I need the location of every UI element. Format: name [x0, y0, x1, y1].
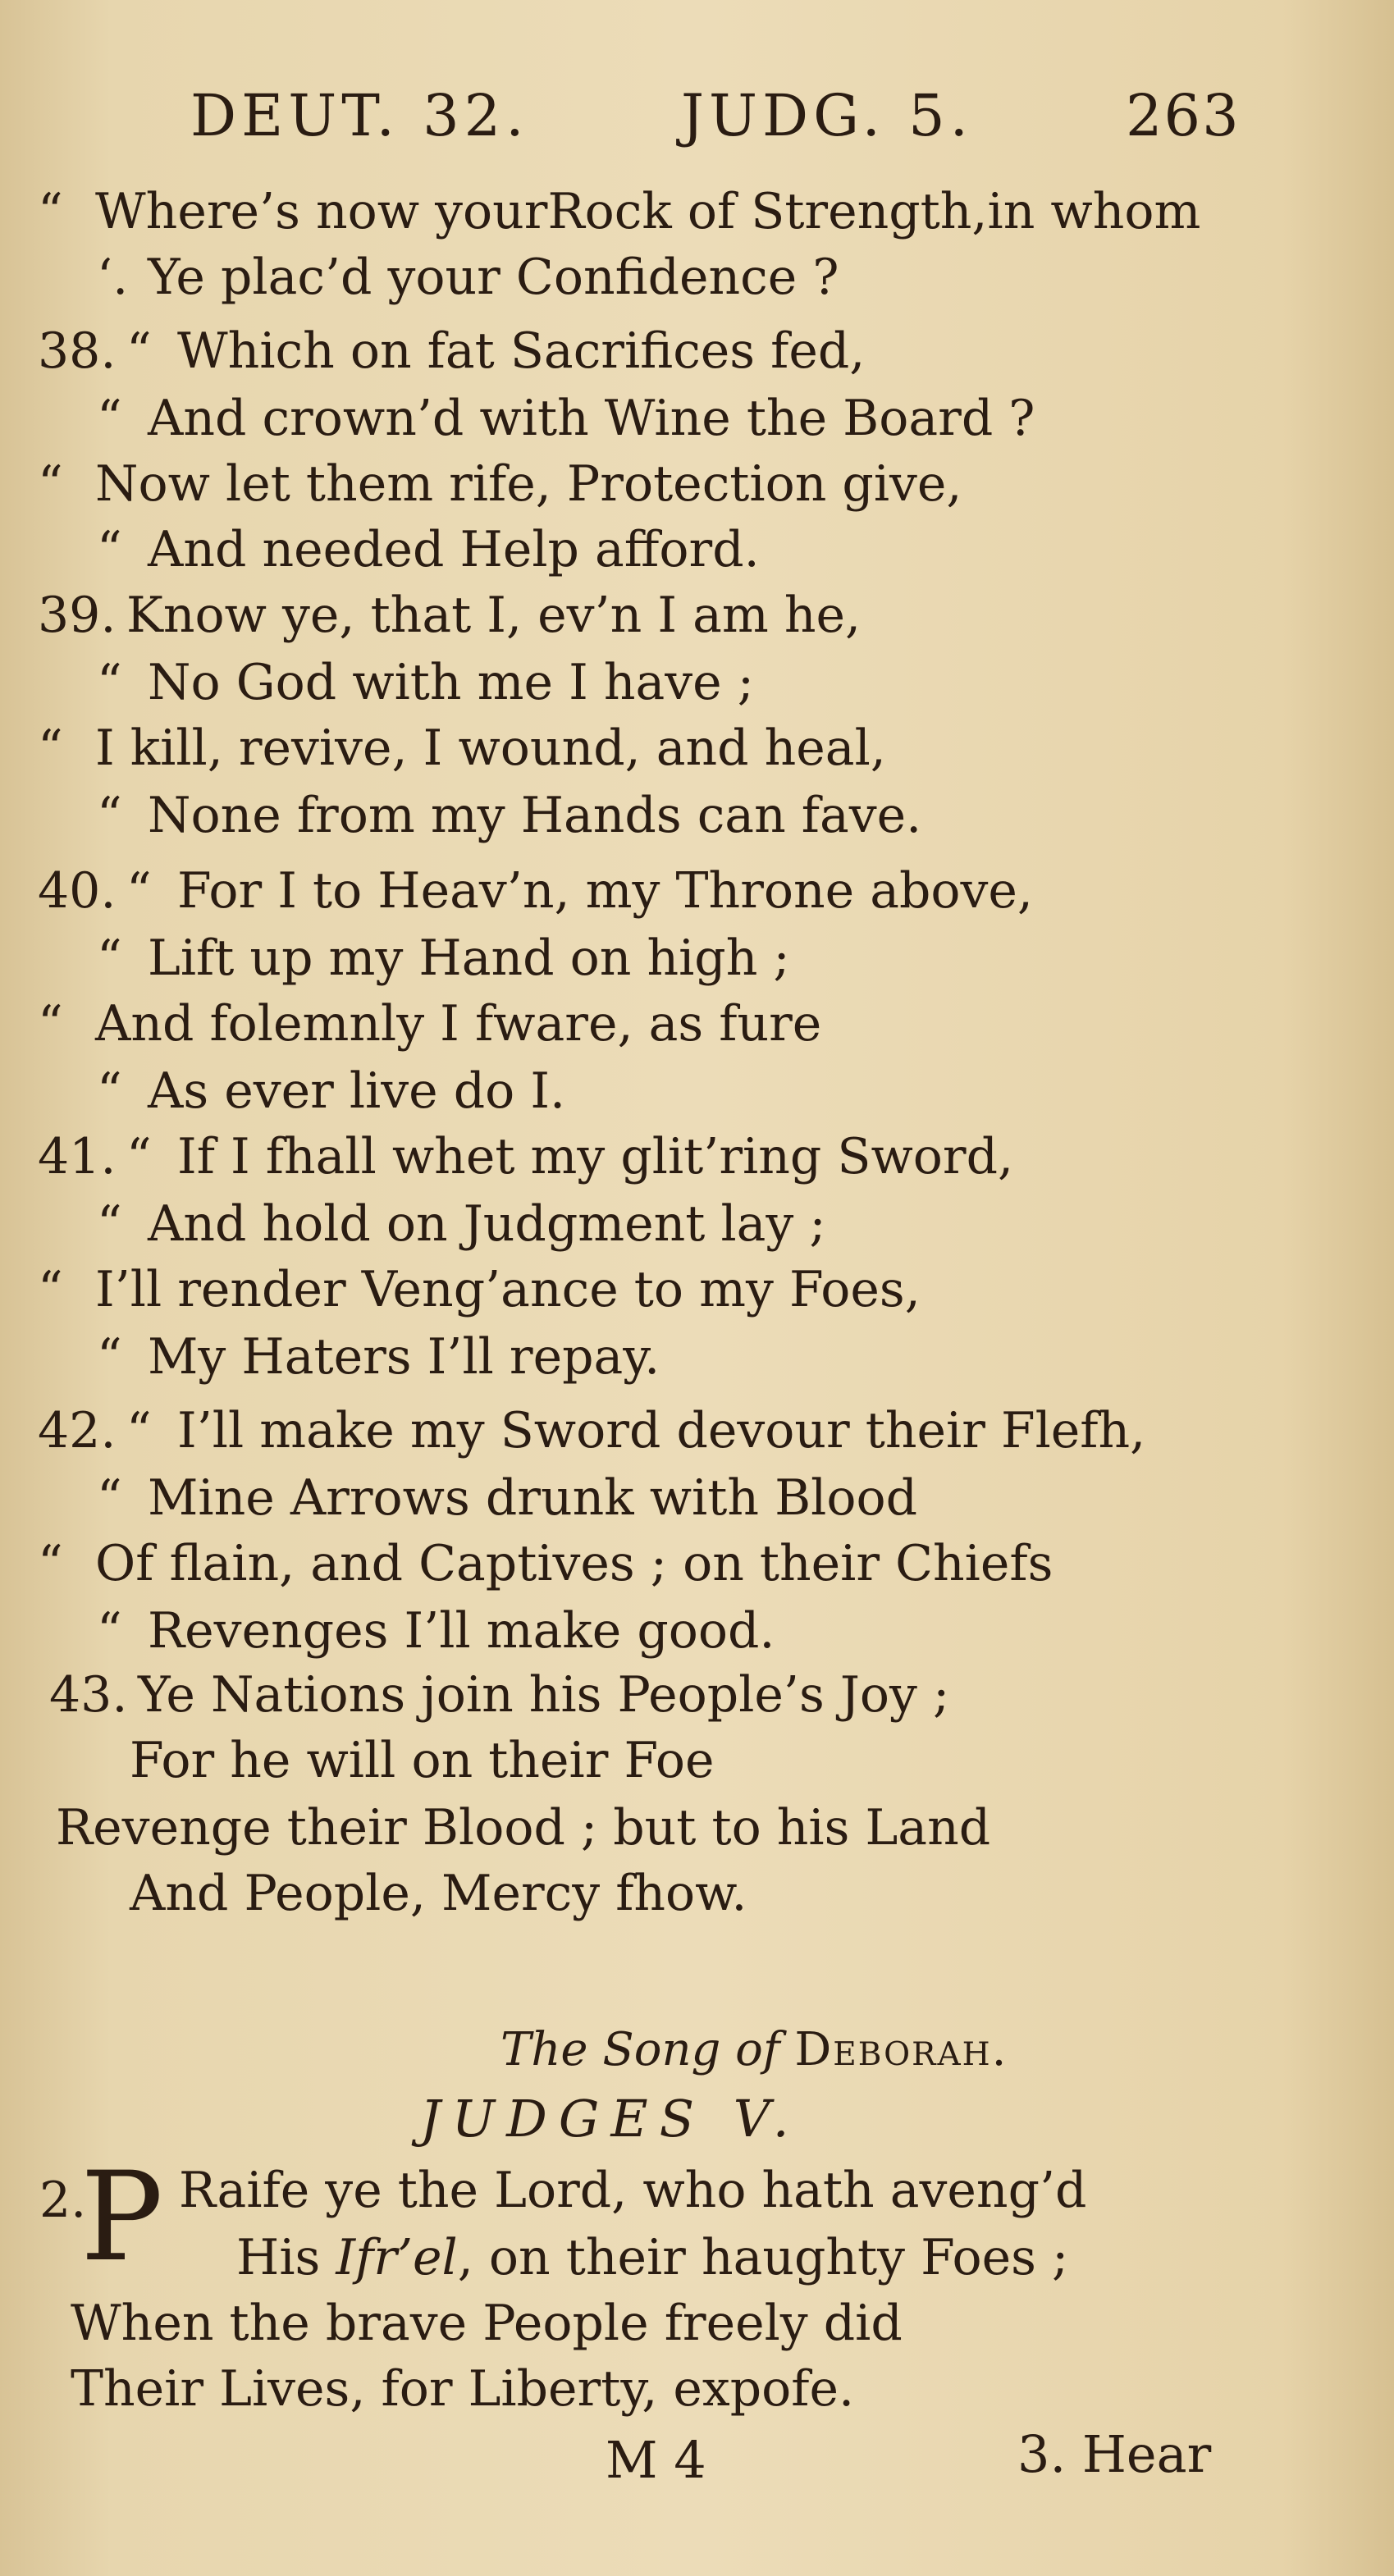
verse-text: I’ll make my Sword devour their Flefh, [177, 1402, 1146, 1459]
quote-mark: “ [97, 521, 122, 578]
quote-mark: “ [38, 1535, 63, 1592]
verse-number: 40. [38, 862, 117, 920]
verse-line [97, 521, 760, 578]
quote-mark: “ [38, 995, 63, 1053]
verse-line [97, 249, 839, 306]
verse-number: 42. [38, 1402, 117, 1459]
verse-line [97, 929, 790, 987]
verse-line [38, 1128, 1014, 1185]
israel-italic: Ifr’el [336, 2229, 458, 2286]
judges-line-4: Their Lives, for Liberty, expofe. [71, 2360, 855, 2418]
quote-mark: ‘. [97, 249, 129, 306]
judges-line-1: Raife ye the Lord, who hath aveng’d [179, 2162, 1087, 2219]
verse-line [97, 1195, 826, 1253]
quote-mark: “ [97, 1602, 122, 1660]
judges-line-3: When the brave People freely did [71, 2295, 903, 2352]
verse-number: 39. [38, 587, 117, 644]
verse-text: No God with me I have ; [148, 654, 754, 711]
verse-line [38, 1261, 921, 1318]
running-head-left: DEUT. 32. [190, 82, 529, 149]
verse-number: 43. [49, 1666, 128, 1724]
verse-line [97, 1328, 660, 1386]
quote-mark: “ [97, 1062, 122, 1120]
verse-text: For he will on their Foe [130, 1732, 715, 1789]
book-title: JUDGES V. [420, 2089, 801, 2149]
drop-cap: P [80, 2146, 163, 2289]
verse-line [38, 322, 866, 380]
verse-line [38, 995, 822, 1053]
quote-mark: “ [97, 1195, 122, 1253]
verse-text: For I to Heav’n, my Throne above, [177, 862, 1033, 920]
verse-line [97, 1062, 566, 1120]
verse-text: Lift up my Hand on high ; [148, 929, 790, 987]
quote-mark: “ [126, 322, 152, 380]
verse-text: Which on fat Sacrifices fed, [177, 322, 866, 380]
verse-line [97, 654, 754, 711]
verse-text: And hold on Judgment lay ; [148, 1195, 826, 1253]
verse-text: I’ll render Veng’ance to my Foes, [95, 1261, 921, 1318]
verse-text: And needed Help afford. [148, 521, 760, 578]
page-number: 263 [1126, 82, 1241, 149]
quote-mark: “ [97, 390, 122, 447]
verse-line [97, 1469, 917, 1527]
quote-mark: “ [97, 929, 122, 987]
song-title-name: Deborah. [794, 2023, 1008, 2076]
catchword: 3. Hear [1017, 2424, 1212, 2484]
quote-mark: “ [38, 455, 63, 513]
quote-mark: “ [38, 719, 63, 777]
quote-mark: “ [38, 183, 63, 240]
judges-line-2-rest: , on their haughty Foes ; [457, 2229, 1069, 2286]
verse-text: I kill, revive, I wound, and heal, [95, 719, 886, 777]
verse-text: My Haters I’ll repay. [148, 1328, 660, 1386]
quote-mark: “ [97, 654, 122, 711]
verse-line [130, 1732, 715, 1789]
verse-text: If I fhall whet my glit’ring Sword, [177, 1128, 1014, 1185]
verse-line [97, 787, 922, 844]
verse-line [49, 1666, 950, 1724]
verse-text: Where’s now yourRock of Strength,in whom [95, 183, 1201, 240]
judges-line-2-start: His [236, 2229, 336, 2286]
verse-text: And crown’d with Wine the Board ? [148, 390, 1035, 447]
verse-text: None from my Hands can fave. [148, 787, 922, 844]
verse-text: And folemnly I fware, as fure [95, 995, 822, 1053]
quote-mark: “ [97, 1469, 122, 1527]
verse-line [56, 1799, 991, 1857]
verse-text: Revenge their Blood ; but to his Land [56, 1799, 991, 1857]
verse-line [38, 1535, 1053, 1592]
verse-number: 38. [38, 322, 117, 380]
song-title-italic: The Song of [500, 2023, 780, 2076]
verse-text: Ye Nations join his People’s Joy ; [138, 1666, 950, 1724]
verse-line [97, 1602, 775, 1660]
verse-line [130, 1865, 747, 1922]
verse-text: Know ye, that I, ev’n I am he, [126, 587, 862, 644]
verse-line [38, 862, 1033, 920]
running-head-center: JUDG. 5. [681, 82, 973, 149]
verse-line [38, 183, 1201, 240]
signature-mark: M 4 [606, 2430, 706, 2490]
quote-mark: “ [97, 787, 122, 844]
quote-mark: “ [126, 1128, 152, 1185]
verse-text: Mine Arrows drunk with Blood [148, 1469, 917, 1527]
quote-mark: “ [126, 1402, 152, 1459]
quote-mark: “ [38, 1261, 63, 1318]
verse-text: Of flain, and Captives ; on their Chiefs [95, 1535, 1053, 1592]
judges-verse-number: 2. [39, 2172, 87, 2229]
verse-line [38, 455, 962, 513]
verse-line [38, 587, 862, 644]
quote-mark: “ [97, 1328, 122, 1386]
verse-text: As ever live do I. [148, 1062, 566, 1120]
verse-number: 41. [38, 1128, 117, 1185]
verse-text: Revenges I’ll make good. [148, 1602, 775, 1660]
quote-mark: “ [126, 862, 152, 920]
verse-text: Now let them rife, Protection give, [95, 455, 962, 513]
song-title [500, 2023, 1008, 2076]
verse-line [97, 390, 1035, 447]
verse-text: Ye plac’d your Confidence ? [148, 249, 839, 306]
verse-line [38, 719, 886, 777]
verse-text: And People, Mercy fhow. [130, 1865, 747, 1922]
verse-line [38, 1402, 1146, 1459]
judges-line-2 [236, 2229, 1069, 2286]
